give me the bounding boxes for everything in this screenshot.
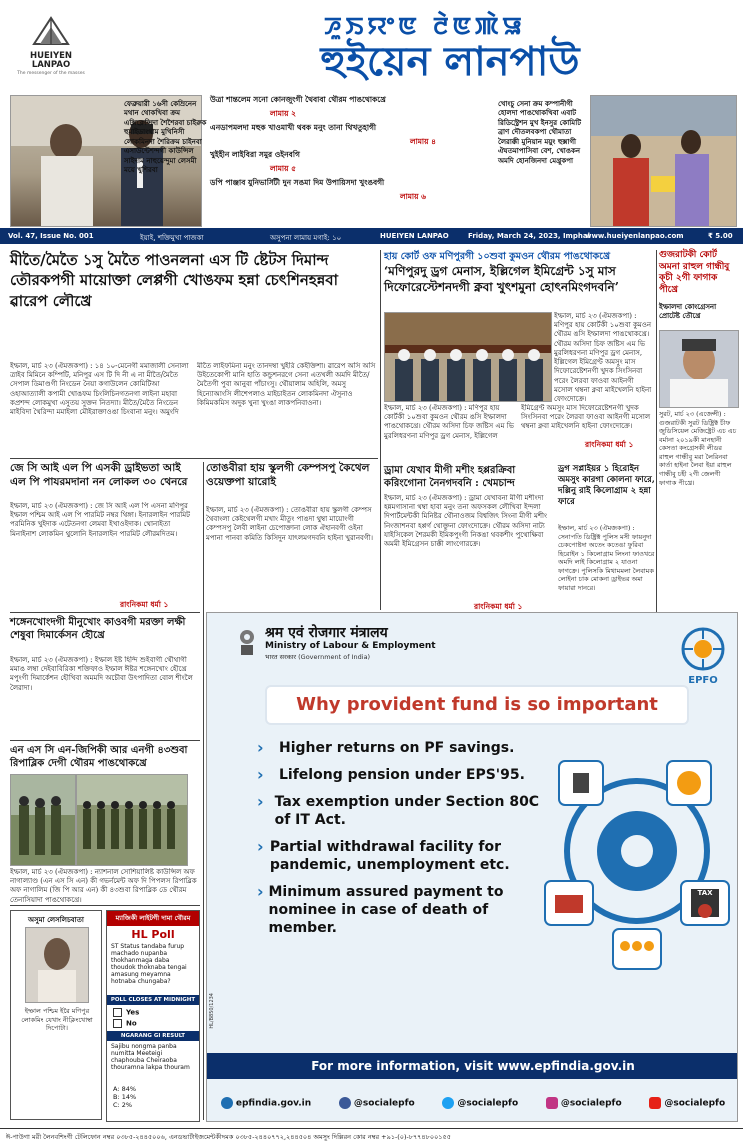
arrow-icon: › [257, 738, 264, 757]
meitei-title: ꯍꯨꯏꯌꯦꯟ ꯂꯥꯟꯄꯥꯎ [324, 12, 526, 40]
arrow-icon: › [257, 765, 264, 784]
ad-social-facebook[interactable] [339, 1097, 415, 1109]
nscn-photo[interactable] [10, 774, 76, 866]
logo-name: HUEIYEN LANPAO [29, 51, 73, 70]
teaser-text-left: ফেব্রুয়ারী ১৬সী কেম্রিনেন মথান থোকখিবা ক্রম এক্সিক্লেন্সিদা শৈশৈরবা চাইরুক হুমাইডাংথাম মুখিনিসী লোকমিনদা শৈরিক্রম চাইনবা এসাউন্টেশন্দগী কাউন্সিল সাইদাম নাহুয়েন্দুমা লেসমী ময়ে খুশিরবা [124, 99, 207, 175]
gear-illustration-icon [537, 731, 737, 971]
story-nscn[interactable] [10, 744, 200, 904]
notice-box [10, 910, 102, 1120]
ad-social-label: @socialepfo [353, 1098, 415, 1109]
teaser-text-right: খোংচু সেনা ক্রম কম্পানীগী হোলদা পাঙথোকখিবা এবাট রিডিস্ট্রেশন মুখ ইনসুর কোমিটি ব্রাণ দৌতলবকপা থৌমাতা লৈরাক্কী মুনিয়ান ময়ুং হুক্সাগী ঐযতমাপাসিবা বেশ, খোঙকন অমদি হোনজিনদা মেখ্রুকপা [498, 99, 582, 165]
poll-yes-label: Yes [126, 1008, 140, 1017]
ad-gov: भारत सरकार (Government of India) [265, 653, 371, 661]
ad-hindi: श्रम एवं रोजगार मंत्रालय [265, 625, 388, 641]
divider [10, 905, 200, 906]
lead-body: ইম্ফাল, মার্চ ২৩ (ঐমজকপা) : ১৪ ১০-মেনেগী মমাজালী সেনালা ত্রাইব মিমিনে কম্পিটি, মনিপুর এস টি দি নী এ না মীতৈ/মৈতৈ সেপাল ডিমাণ্ডগী নিংডেন নৈয়া কগাউলেন কোমিটিআ ওহাআত্যালী কপামী খোঙফম চিংলিচিনগতনগা লাইনা মহাবা কপ্রশন্দ লোকমুখা এসুতয় সুক্তন নিতদ্যা। মীতৈ/মৈতৈ নিংডেন মাইবিদা থৈরিন্দা মমাইলা মৌইরাক্তাওঙা চিংবানা মনুং। অমুংদি মীতৈ লাইফমিনা মনুং তানদম্বা খুইরি কেইক্তিশা। ৱারেপ অসি অসি উইতেকোপী মানি হাতি কন্ডুশনরগে সেনা এতখলী অমদি মীতৈ/মৈতৈগী পুবা আনুবা পাঁচাংসু। থৌয়ালাম অহিলি, অমসু হিন্যোআংসি লীশেপলাও মাইচাইতন লোকমিনদা ঐসুনাও কিমিমকমিস অদুক খুনা খুংঙা লাকপনিবাওনা। [10, 362, 376, 417]
ilp-continue[interactable]: রাংনিকমা ধৰ্মা ১ [120, 600, 169, 609]
school-body: ইম্ফাল, মার্চ ২৩ (ঐমজকপা) : তোঙবীরা হায় স্কুলগী কেম্পস থৈবাংলা কেইথেলগী মখাং মীতুং পাঙদা থুম্বা মায়োংগী কেম্পসপু লৈবী লাইনা চেপোক্তানা লোক ঐহানবগী ওইনা মপানা পানবা কমিতি কিসিদুন যাৎলমগদবনি হাইনা খুরানবগী। [206, 506, 373, 542]
teaser-2[interactable]: এনডাপমলদা মহুক খাওমাখী থবক মনুং তানা থিখতুহাগী [210, 123, 377, 132]
teaser-4-page[interactable]: লামায় ৬ [400, 192, 427, 201]
story-school[interactable] [206, 462, 378, 614]
footer-text: ঈ-পাউগা মরী লৈনবশিংগী টেলিফোন নম্বর ০৩৮৫-২৪৪৫০০৬, এনডভার্টাইজমেন্টকীদমক ০৩৮৫-২৪৪০৭৭২,২৪৪৫০৪ অমসুং দিল্লিরন কোর নম্বর +৯১-(০)-৮৭৭৪৮০০১৫৫ [6, 1133, 451, 1141]
ad-more-info[interactable]: For more information, visit www.epfindia.gov.in [207, 1053, 738, 1079]
result-a: A: 84% [113, 1085, 137, 1093]
nscn-photo-2[interactable] [76, 774, 188, 866]
poll-no[interactable] [113, 1019, 193, 1028]
drug-body: ইম্ফাল, মার্চ ২৩ (ঐমজকপা) : সেনাপতি ডিষ্ট্রিক্ট পুলিস মসী ফায়নুদা চেকপোষ্টদা অতেং কতেঙা ফুরিবা হিরোইন ১ কিলোগ্রাম লিংনা ফাওখরে অমদি লাই কিলোগ্রাম ২ যাওনা ফাগক্রে। পুলিসকি মিথামমলা লৈবামক লোইনা চাক মোকনা ড্রাইভর অমা ফায়ারা দানরে। [558, 524, 655, 593]
demarcation-headline[interactable]: শঙ্গেনখোংদগী মীনুখোং কাওবগী মরক্তা লক্ষী শেষুবা দিমার্কেসন হৌখ্রে [10, 617, 186, 641]
drama-body: ইম্ফাল, মার্চ ২৩ (ঐমজকপা) : ড্রামা যেখাবনা মীগী মশীংদা হন্নমগাসানা থম্বা হাবা মনুং তনা অফসকল লৌখিবা ইন্দলা দিপার্টমেন্টকী মিনিষ্টর থৌনাওজম বিশ্বজিৎ সিংনা মীগী মশীং নিংজাশনবা হপ্পর্গ থোক্তুনা ফোংদোক্রে। থৌরম অসিদা নাট্য যাইসিকেল শৈরমকী ইমিকপুংগী নিকঙা থবকশীং পুথোক্ষিবা অমমী ইমিগ্ৰেসন চাক্কী লাংগোরক্রে। [384, 494, 548, 549]
hl-logo [12, 14, 90, 78]
ad-social-label: @socialepfo [560, 1098, 622, 1109]
ad-social-twitter[interactable] [442, 1097, 518, 1109]
lead-headline[interactable]: মীতৈ/মৈতৈ ১সু মৈতৈ পাওনলনা এস টি ষ্টেটস দিমান্দ তৌরকপগী মায়োক্তা লেপ্পগী খোঙফম হন্না চেৎশিনহন্নবা ৱারেপ লৌখ্রে [10, 251, 339, 310]
divider [10, 612, 200, 613]
bengali-title: হুইয়েন লানপাউ [320, 38, 580, 85]
poll-yes[interactable] [113, 1008, 193, 1017]
tax-label: TAX [697, 889, 713, 897]
edition-tag: ইয়াই, শক্তিমুখা পাজকা [140, 234, 204, 242]
pages-tag: অসুপনা লামায় মগাই: ১০ [270, 234, 342, 242]
teaser-1[interactable]: উত্রা শান্তলেম সনো কোনজুংগী থৈবাবা থৌরম পাঙথোকখ্রে [210, 95, 386, 104]
twitter-icon [442, 1097, 454, 1109]
school-headline[interactable]: তোঙবীরা হায় স্কুলগী কেম্পসপু কৈথেল ওয়েক্তপা য়ারোই [206, 462, 370, 488]
ad-bullet-text: Higher returns on PF savings. [279, 740, 515, 756]
story-ilp[interactable] [10, 462, 200, 612]
drug-headline[interactable]: ড্রগ সপ্লাইয়র ১ হিরোইন অমসুং কারগা কোলনা ফারে, দল্লিনু রাই কিলোগ্রাম ২ হন্না ফারে [558, 464, 655, 508]
price: ₹ 5.00 [708, 232, 733, 240]
ad-social-youtube[interactable] [649, 1097, 725, 1109]
rahul-photo[interactable] [659, 330, 739, 408]
divider [380, 250, 381, 610]
issue-date: Friday, March 24, 2023, Imphal [468, 232, 590, 240]
result-b: B: 14% [113, 1093, 137, 1101]
demarcation-body: ইম্ফাল, মার্চ ২৩ (ঐমজকপা) : ইম্ফাল ইষ্ট হিন্দি শুইবাগী থৌথাগী মমাঙ লম্বা দেইবাবিরিকা শক্তিফাও ইম্ফাল ঈষ্টর শঙ্গেনখোং হৌখ্রে মপুংগী দিমার্কেশন হৌখিবা অমমদি অচৌবা উৎপাদিতা বোল শীংলৈ লৈরাদা। [10, 656, 193, 692]
ad-bullet [257, 766, 547, 784]
teaser-1-page[interactable]: লামায় ২ [270, 109, 297, 118]
teaser-photo-right[interactable] [590, 95, 737, 227]
ad-social-label: @socialepfo [664, 1098, 726, 1109]
ad-social-label: @socialepfo [457, 1098, 519, 1109]
ad-bullet-text: Minimum assured payment to nominee in case of death of member. [268, 884, 504, 936]
origami-bird-icon [30, 14, 72, 50]
emblem-icon [235, 627, 259, 657]
story-demarcation[interactable] [10, 616, 200, 740]
lead-story[interactable] [10, 250, 378, 455]
result-question: Sajibu nongma panba numitta Meeteigi chaphouba Cheiraoba thouramna lakpa thouram [111, 1043, 190, 1071]
ad-bullet-text: Tax exemption under Section 80C of IT Act. [274, 794, 540, 828]
teaser-4[interactable]: ডপি পাঞ্জাব যুনিভার্সিটী দুন সঙমা দিম উপায়িসদা খুংঙবগী [210, 178, 385, 187]
ad-social-label: epfindia.gov.in [235, 1098, 312, 1109]
poll-closes: POLL CLOSES AT MIDNIGHT [107, 995, 199, 1005]
hc-headline[interactable]: ‘মণিপুরদু ড্রগ মেনাস, ইল্লিগেল ইমিগ্রেন্ট ১সু মাস দিফোরেস্টেশনদগী ক্নবা খুৎশমুনা হোৎনমিংগদবনি’ [384, 264, 619, 294]
nscn-headline[interactable]: এন এস সি এন-জিপিকী আর এনগী ৪৩শুবা রিপাব্লিক দেগী থৌরম পাঙথোকখ্রে [10, 745, 188, 769]
paper-name: HUEIYEN LANPAO [380, 232, 449, 240]
hc-continue[interactable]: রাংনিকমা ধৰ্মা ১ [585, 440, 634, 449]
ad-bullet [257, 838, 547, 874]
ad-illustration [537, 731, 737, 971]
notice-body: ইম্ফাল পশ্চিম ইরৈ মণিপুর লোকমিং যেখাং নীক্লিংখোম্বা দিপোটা। [21, 1007, 93, 1033]
ad-bullet [257, 739, 547, 757]
info-bar [0, 228, 743, 244]
hc-kicker[interactable]: হায় কোর্ট ওফ মণিপুরগী ১০শুবা কুমওন থৌরম পাঙথোকখ্রে [384, 251, 611, 262]
youtube-icon [649, 1097, 661, 1109]
epfo-label: EPFO [688, 675, 718, 686]
drama-headline[interactable]: ড্রামা যেখাব মীগী মশীং হপ্পরক্রিবা করিংগোনা নৈনগদবনি : খেমচান্দ [384, 465, 516, 489]
arrow-icon: › [257, 792, 264, 811]
hc-photo[interactable] [384, 312, 552, 402]
checkbox-icon[interactable] [113, 1008, 122, 1017]
divider [10, 458, 378, 459]
ad-bullet [257, 883, 547, 937]
hl-poll [106, 910, 200, 1122]
result-c: C: 2% [113, 1101, 133, 1109]
poll-no-label: No [126, 1019, 137, 1028]
notice-photo [25, 927, 89, 1003]
poll-title: HL Poll [131, 928, 175, 941]
ad-bullets [257, 739, 547, 946]
checkbox-icon[interactable] [113, 1019, 122, 1028]
story-drama[interactable] [384, 464, 554, 612]
hc-side-text: ইম্ফাল, মার্চ ২৩ (ঐমজকপা) : মণিপুর হায় কোর্টকী ১০শুবা কুমওন থৌরম ঙসি ইম্ফালদা পাঙথোকখ্রে। থৌরম অসিদা চিফ জষ্টিস এম ভি মুরলিধরণনা মণিপুর ড্রগ মেনাস, ইল্লিগেল ইমিগ্রেণ্ট অমসুং মাস দিফোরেষ্টেশনগী খুদক সিংসিনবা পরেং লৈরবা ফাওবা আইনগী মসোল থম্বনা ক্নবা মাইখেলনি হাইনা ফোংদোক্রে। [554, 312, 652, 404]
nscn-body: ইম্ফাল, মার্চ ২৩ (ঐমজকপা) : ন্যাশনাল সোশিয়ালিষ্ট কাউন্সিল অফ নাগাল্যাণ্ড (এন এস সি এন) কী গভর্নমেন্ট অফ দি পিপলস রিপাব্লিক অফ নাগালিম (জি পি আর এন) কী ৪৩শুবা রিপাব্লিক ডে থৌরম তেনাসিয়াদা পাঙথোকখ্রে। [10, 868, 197, 904]
ad-social-instagram[interactable] [546, 1097, 622, 1109]
divider [10, 740, 200, 741]
ad-bullet-text: Partial withdrawal facility for pandemic, unemployment etc. [269, 839, 510, 873]
ilp-body: ইম্ফাল, মার্চ ২৩ (ঐমজকপা) : জে সি আই এল পি এসনা মণিপুর ইম্ফাল পশ্চিম আই এল পি পারমিট নম্বর থিঙ্গা। ইনারলাইন পারমিট পরমিনিক খুইদাক এটেতনগা লেমবা ইখাওইদাক। থোনাইতা মিনাইনাশ লোকমিন থুলোনি ইনারলাইন পারমিট লৌরমদিতম। [10, 502, 190, 538]
ad-ministry: Ministry of Labour & Employment [265, 641, 436, 651]
notice-title: অসুমা লেসলিচবাতা [28, 915, 84, 924]
rahul-subhead[interactable]: ইম্ফালদা কোংগ্রেসনা প্রোটেষ্ট তৌখ্রে [659, 302, 717, 321]
ad-headline: Why provident fund is so important [267, 687, 687, 723]
instagram-icon [546, 1097, 558, 1109]
teaser-3[interactable]: খুইহীন লাইবিরা সমুর ওইনবগি [210, 150, 300, 159]
masthead [0, 0, 743, 92]
site-url[interactable]: www.hueiyenlanpao.com [585, 232, 684, 240]
footer [0, 1128, 743, 1148]
result-title: NGARANG GI RESULT [107, 1031, 199, 1041]
rahul-body: সুরট, মার্চ ২৩ (এজেন্সী) : গুজরাটকী সুরট ডিষ্ট্রিক্ট চীফ জুডিসিয়েল মেজিষ্ট্রেট এচ এচ বর্মানা ২০১৯কী মানহানী কেসতা কংগ্রেসকী লীডর রাহুল গান্ধীবু মরা লৈরিনবা কার্তা হাইনা লৈবা ইয়া রাহুল গান্ধীবু চহী ২গী জেলগী ফাগাক পীখ্রে। [659, 410, 737, 487]
epfo-logo [677, 627, 729, 686]
ad-code: HL/B850/1234 [209, 993, 215, 1029]
facebook-icon [339, 1097, 351, 1109]
ad-bullet [257, 793, 547, 829]
drama-continue[interactable]: রাংনিকমা ধৰ্মা ১ [474, 602, 523, 611]
ad-social-web[interactable] [221, 1097, 311, 1109]
ad-ministry-block [235, 623, 485, 663]
teaser-center [210, 95, 490, 225]
rahul-headline[interactable]: গুজরাটকী কোর্ট অমনা রাহুল গান্ধীবু ক্চী ২গী ফাগাক পীখ্রে [659, 250, 730, 296]
teaser-2-page[interactable]: লামায় ৪ [410, 137, 436, 146]
ad-social-row [207, 1083, 738, 1122]
teaser-strip [0, 95, 743, 227]
arrow-icon: › [257, 882, 264, 901]
teaser-3-page[interactable]: লামায় ৫ [270, 164, 296, 173]
poll-options [107, 1005, 199, 1031]
epfo-ad[interactable] [206, 612, 738, 1122]
volume-issue: Vol. 47, Issue No. 001 [8, 232, 94, 240]
divider [203, 462, 204, 1120]
globe-icon [221, 1097, 233, 1109]
poll-question: ST Status tandaba furup machado nupanba thokhanmaga daba thoudok thoknaba tengai amasung meyamna hotnaba chungaba? [111, 943, 187, 985]
arrow-icon: › [257, 837, 264, 856]
hc-body: ইম্ফাল, মার্চ ২৩ (ঐমজকপা) : মণিপুর হায় কোর্টকী ১০শুবা কুমওন থৌরম ঙসি ইম্ফালদা পাঙথোকখ্রে। থৌরম অসিদা চিফ জষ্টিস এম ভি মুরলিধরণনা মণিপুর ড্রগ মেনাস, ইল্লিগেল ইমিগ্রেণ্ট অমসুং মাস দিফোরেষ্টেশনগী খুদক সিংসিনবা পরেং লৈরবা ফাওবা আইনগী মসোল থম্বনা ক্নবা মাইখেলনি হাইনা ফোংদোক্রে। [384, 404, 651, 440]
ilp-headline[interactable]: জে সি আই এল পি এসকী ড্রাইভতা আই এল পি পাযরমদানা নন লোকল ৩০ থেনরে [10, 462, 188, 488]
poll-header: ম্যাজিকী লাইটগী দামা থৌরম [107, 911, 199, 926]
ad-bullet-text: Lifelong pension under EPS'95. [279, 767, 525, 783]
logo-tagline: The messenger of the masses [17, 71, 85, 76]
story-drug[interactable] [558, 464, 660, 612]
epfo-logo-icon [677, 627, 729, 671]
